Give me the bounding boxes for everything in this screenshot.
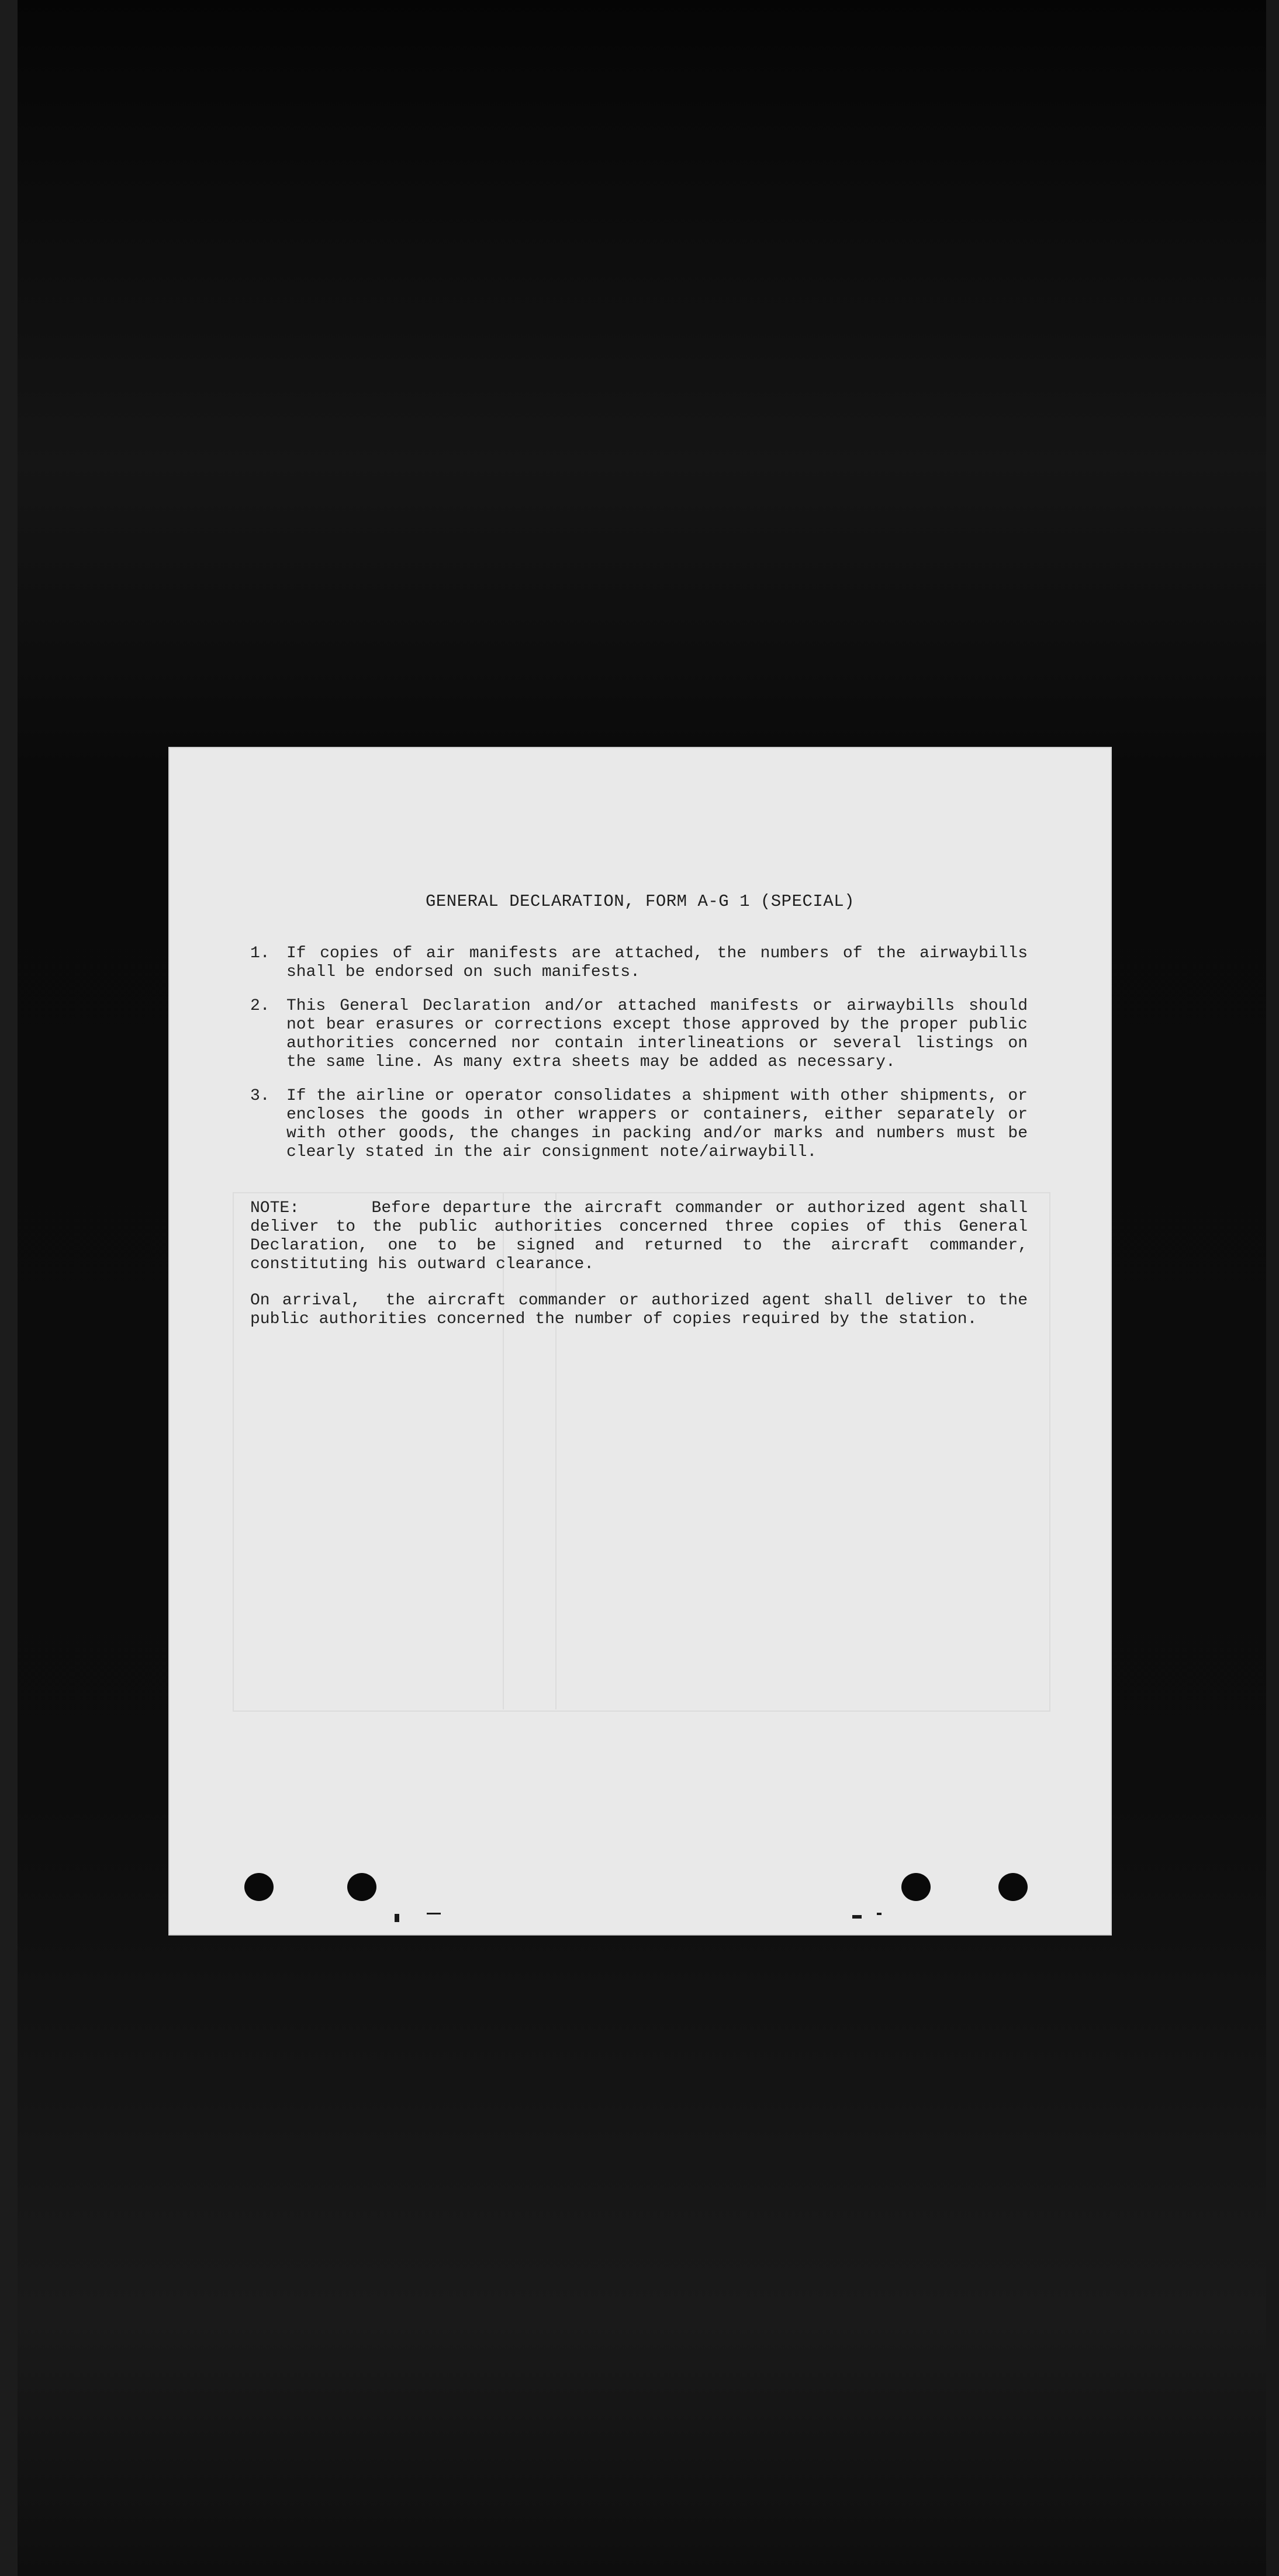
list-item bbox=[250, 944, 1028, 982]
list-item bbox=[250, 1087, 1028, 1162]
instruction-list bbox=[250, 944, 1028, 1177]
document-page bbox=[170, 748, 1111, 1934]
punch-hole bbox=[244, 1873, 274, 1901]
ink-speck bbox=[395, 1914, 399, 1922]
punch-hole bbox=[901, 1873, 931, 1901]
item-text: If copies of air manifests are attached, the numbers of the airwaybills shall be endorsed on such manifests. bbox=[286, 944, 1028, 981]
item-text: This General Declaration and/or attached manifests or airwaybills should not bear erasures or corrections except those approved by the proper public authorities concerned nor contain interlineations or several listings on the same line. As many extra sheets may be added as necessary. bbox=[286, 997, 1028, 1071]
punch-hole bbox=[347, 1873, 376, 1901]
ink-speck bbox=[877, 1913, 882, 1915]
punch-hole bbox=[998, 1873, 1028, 1901]
item-number: 1. bbox=[250, 944, 270, 962]
film-edge-right bbox=[1266, 0, 1279, 2576]
ink-speck bbox=[852, 1915, 862, 1919]
note-paragraph: NOTE: Before departure the aircraft commander or authorized agent shall deliver to the public authorities concerned three copies of this General Declaration, one to be signed and returned to the aircraft commander, constituting his outward clearance. bbox=[250, 1199, 1038, 1273]
film-edge-left bbox=[0, 0, 18, 2576]
item-number: 2. bbox=[250, 997, 270, 1015]
item-text: If the airline or operator consolidates a shipment with other shipments, or encloses the goods in other wrappers or containers, either separately or with other goods, the changes in packing and/or marks and numbers must be clearly stated in the air consignment note/airwaybill. bbox=[286, 1087, 1028, 1161]
item-number: 3. bbox=[250, 1087, 270, 1105]
note-section bbox=[250, 1199, 1038, 1346]
ink-speck bbox=[427, 1913, 441, 1914]
document-title: GENERAL DECLARATION, FORM A-G 1 (SPECIAL) bbox=[425, 892, 855, 911]
arrival-paragraph: On arrival, the aircraft commander or authorized agent shall deliver to the public authorities concerned the number of copies required by the station. bbox=[250, 1292, 1038, 1328]
list-item bbox=[250, 997, 1028, 1072]
